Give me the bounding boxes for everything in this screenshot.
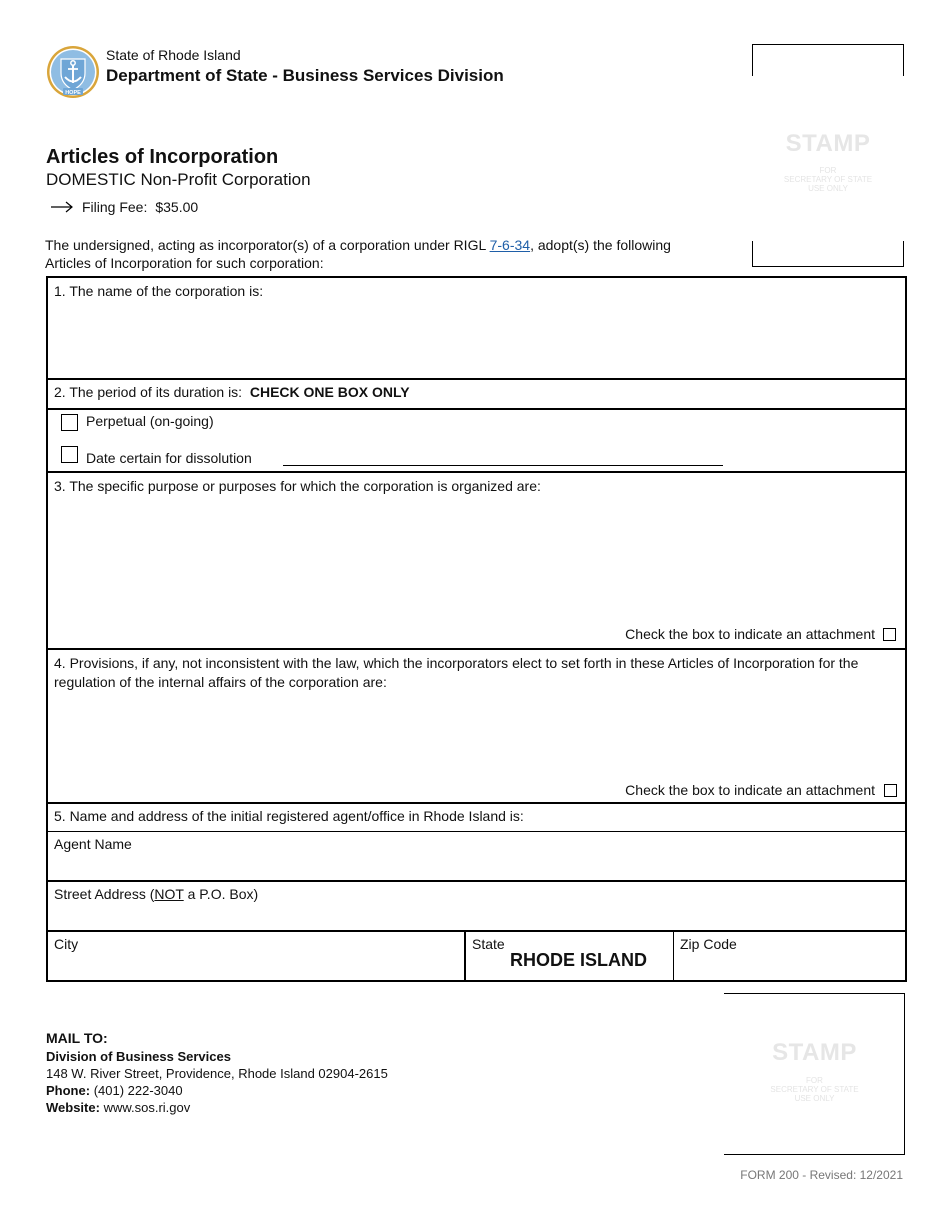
dissolution-date-field[interactable]: [283, 465, 723, 466]
purpose-attachment-label: Check the box to indicate an attachment: [625, 626, 875, 642]
seal-text: HOPE: [65, 90, 81, 96]
city-state-zip-row: [48, 932, 905, 980]
street-address-field[interactable]: [48, 882, 905, 932]
articles-form: [46, 276, 907, 982]
arrow-right-icon: [50, 201, 74, 213]
stamp-note-bottom: FOR SECRETARY OF STATE USE ONLY: [770, 1076, 859, 1103]
purpose-attachment-checkbox[interactable]: [883, 628, 896, 641]
perpetual-label: Perpetual (on-going): [86, 413, 214, 429]
street-address-label: Street Address (NOT a P.O. Box): [54, 886, 259, 902]
section-1-label: 1. The name of the corporation is:: [54, 283, 264, 299]
agent-name-field[interactable]: [48, 832, 905, 882]
state-value: RHODE ISLAND: [510, 950, 648, 970]
agency-department: Department of State - Business Services Division: [106, 66, 504, 85]
section-4-label: 4. Provisions, if any, not inconsistent with the law, which the incorporators elect to set forth in these Articles of Incorporation for the regulation of the internal affairs of the corporation are:: [54, 655, 859, 690]
section-provisions[interactable]: [48, 650, 905, 804]
intro-before-link: The undersigned, acting as incorporator(s) of a corporation under RIGL: [45, 237, 490, 253]
mail-to-block: [46, 1030, 388, 1116]
filing-fee-value: $35.00: [155, 199, 199, 215]
perpetual-checkbox[interactable]: [61, 414, 78, 431]
intro-after-link: , adopt(s) the following Articles of Incorporation for such corporation:: [45, 237, 671, 271]
state-field: [466, 932, 674, 980]
rigl-link[interactable]: 7-6-34: [489, 237, 531, 253]
city-label: City: [54, 936, 79, 952]
section-2-label: 2. The period of its duration is: CHECK ONE BOX ONLY: [54, 384, 410, 400]
zip-code-label: Zip Code: [680, 936, 737, 952]
stamp-word: STAMP: [785, 130, 871, 157]
form-number: FORM 200 - Revised: 12/2021: [740, 1168, 903, 1182]
date-certain-checkbox[interactable]: [61, 446, 78, 463]
agency-state: State of Rhode Island: [106, 47, 241, 63]
intro-text: [45, 236, 705, 272]
section-agent-header: [48, 804, 905, 832]
stamp-word-bottom: STAMP: [772, 1039, 857, 1066]
mail-to-heading: MAIL TO:: [46, 1030, 108, 1046]
rhode-island-seal-icon: [46, 45, 100, 99]
form-subtitle: DOMESTIC Non-Profit Corporation: [46, 170, 311, 189]
stamp-box-bottom: [724, 993, 905, 1155]
section-corporation-name[interactable]: [48, 278, 905, 380]
mail-phone: Phone: (401) 222-3040: [46, 1083, 183, 1098]
stamp-box-top: [752, 44, 904, 267]
state-label: State: [472, 936, 505, 952]
date-certain-label: Date certain for dissolution: [86, 450, 252, 466]
check-one-instruction: CHECK ONE BOX ONLY: [249, 384, 410, 400]
mail-website: Website: www.sos.ri.gov: [46, 1100, 191, 1115]
section-purpose[interactable]: [48, 473, 905, 650]
city-field[interactable]: [48, 932, 466, 980]
filing-fee: [50, 199, 198, 215]
section-duration-header: [48, 380, 905, 410]
zip-code-field[interactable]: [674, 932, 905, 980]
form-title: Articles of Incorporation: [46, 146, 279, 168]
filing-fee-label: Filing Fee:: [82, 199, 148, 215]
provisions-attachment-label: Check the box to indicate an attachment: [625, 782, 875, 798]
section-duration-options: [48, 410, 905, 473]
section-5-label: 5. Name and address of the initial registered agent/office in Rhode Island is:: [54, 808, 524, 824]
mail-address: 148 W. River Street, Providence, Rhode Island 02904-2615: [46, 1066, 388, 1081]
provisions-attachment-checkbox[interactable]: [884, 784, 897, 797]
mail-division: Division of Business Services: [46, 1049, 231, 1064]
section-3-label: 3. The specific purpose or purposes for which the corporation is organized are:: [54, 478, 541, 494]
agent-name-label: Agent Name: [54, 836, 132, 852]
stamp-note: FOR SECRETARY OF STATE USE ONLY: [783, 166, 873, 193]
